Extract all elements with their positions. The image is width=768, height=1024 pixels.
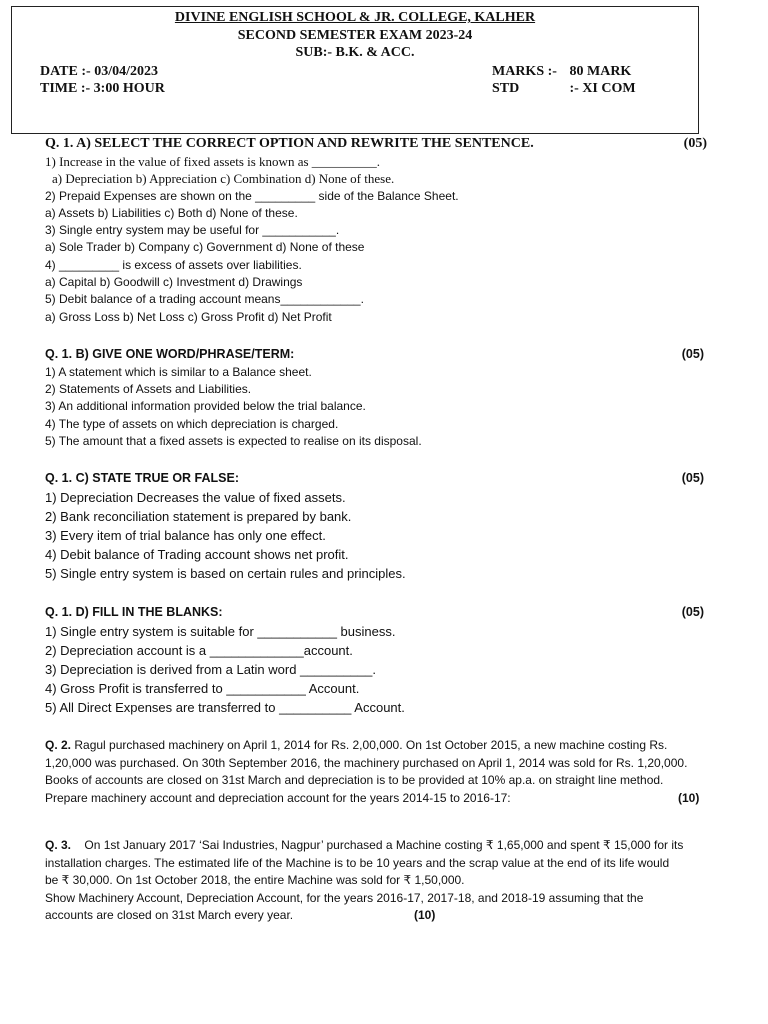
question-number: Q. 3. xyxy=(45,838,72,852)
question-line: installation charges. The estimated life of the Machine is to be 10 years and the scrap value at the end of its life would xyxy=(45,855,670,870)
date-value: 03/04/2023 xyxy=(94,64,158,79)
question-line xyxy=(45,837,725,855)
question-1b xyxy=(45,345,715,450)
question-text: accounts are closed on 31st March every year. xyxy=(45,908,294,923)
date-label: DATE :- xyxy=(40,64,91,79)
question-3 xyxy=(45,837,725,925)
question-1d xyxy=(45,603,715,717)
option-line: a) Gross Loss b) Net Loss c) Gross Profit d) Net Profit xyxy=(45,309,332,324)
question-line: 1) Single entry system is suitable for ___________ business. xyxy=(45,624,396,639)
std-value: :- XI COM xyxy=(569,81,636,96)
school-name: DIVINE ENGLISH SCHOOL & JR. COLLEGE, KALHER xyxy=(174,10,536,25)
marks-value: 80 MARK xyxy=(569,64,632,79)
option-line: a) Depreciation b) Appreciation c) Combination d) None of these. xyxy=(52,171,395,187)
question-marks: (05) xyxy=(681,605,704,619)
exam-date xyxy=(40,63,158,81)
option-line: a) Sole Trader b) Company c) Government d) None of these xyxy=(45,240,365,255)
question-heading xyxy=(45,469,715,488)
question-text: On 1st January 2017 ‘Sai Industries, Nagpur’ purchased a Machine costing ₹ 1,65,000 and spent ₹ 15,000 for its xyxy=(84,838,684,852)
question-line xyxy=(45,737,725,755)
question-line: 5) The amount that a fixed assets is expected to realise on its disposal. xyxy=(45,433,422,448)
question-heading-text: Q. 1. A) SELECT THE CORRECT OPTION AND REWRITE THE SENTENCE. xyxy=(45,136,534,151)
time-label: TIME :- xyxy=(40,81,91,96)
question-marks: (05) xyxy=(681,471,704,485)
question-heading xyxy=(45,603,715,622)
question-line: 1) Depreciation Decreases the value of fixed assets. xyxy=(45,490,346,505)
question-text: Ragul purchased machinery on April 1, 2014 for Rs. 2,00,000. On 1st October 2015, a new machine costing Rs. xyxy=(74,738,668,752)
question-line: 1) A statement which is similar to a Balance sheet. xyxy=(45,365,312,379)
std-label: STD xyxy=(492,81,520,96)
option-line: a) Assets b) Liabilities c) Both d) None of these. xyxy=(45,205,298,220)
marks-label: MARKS :- xyxy=(492,64,557,79)
question-line: 5) Debit balance of a trading account means____________. xyxy=(45,292,364,307)
question-line: Show Machinery Account, Depreciation Account, for the years 2016-17, 2017-18, and 2018-19 assuming that the xyxy=(45,890,644,905)
question-line: 4) Debit balance of Trading account shows net profit. xyxy=(45,547,349,562)
question-line: 2) Prepaid Expenses are shown on the _________ side of the Balance Sheet. xyxy=(45,188,459,203)
exam-time xyxy=(40,80,165,98)
question-line: 4) _________ is excess of assets over liabilities. xyxy=(45,257,302,272)
question-line: 1) Increase in the value of fixed assets is known as __________. xyxy=(45,154,381,169)
question-heading xyxy=(45,134,715,153)
question-line: 4) Gross Profit is transferred to ___________ Account. xyxy=(45,681,360,696)
question-line: 2) Bank reconciliation statement is prepared by bank. xyxy=(45,509,352,524)
question-1a xyxy=(45,134,715,326)
question-line: 3) Depreciation is derived from a Latin word __________. xyxy=(45,662,376,677)
time-value: 3:00 HOUR xyxy=(93,81,165,96)
question-heading-text: Q. 1. D) FILL IN THE BLANKS: xyxy=(45,605,223,619)
question-number: Q. 2. xyxy=(45,738,72,752)
question-line: Books of accounts are closed on 31st March and depreciation is to be provided at 10% ap.a. on straight line method. xyxy=(45,773,664,788)
subject-line: SUB:- B.K. & ACC. xyxy=(295,45,415,60)
question-marks: (05) xyxy=(681,347,704,361)
question-text: Prepare machinery account and depreciation account for the years 2014-15 to 2016-17: xyxy=(45,790,511,805)
question-line: 2) Statements of Assets and Liabilities. xyxy=(45,382,252,397)
question-marks: (10) xyxy=(414,908,436,923)
question-marks: (10) xyxy=(678,790,700,805)
option-line: a) Capital b) Goodwill c) Investment d) Drawings xyxy=(45,275,303,290)
question-line: be ₹ 30,000. On 1st October 2018, the entire Machine was sold for ₹ 1,50,000. xyxy=(45,873,465,888)
exam-header xyxy=(11,6,699,134)
total-marks xyxy=(492,63,631,81)
exam-title: SECOND SEMESTER EXAM 2023-24 xyxy=(237,28,473,43)
question-line: 5) Single entry system is based on certain rules and principles. xyxy=(45,566,406,581)
question-marks: (05) xyxy=(683,136,707,151)
question-line: 1,20,000 was purchased. On 30th September 2016, the machinery purchased on April 1, 2014 was sold for Rs. 1,20,000. xyxy=(45,755,688,770)
question-1c xyxy=(45,469,715,583)
question-heading-text: Q. 1. B) GIVE ONE WORD/PHRASE/TERM: xyxy=(45,347,295,361)
standard xyxy=(492,80,636,98)
question-line: 5) All Direct Expenses are transferred to __________ Account. xyxy=(45,700,405,715)
question-line xyxy=(45,790,725,808)
question-line: 4) The type of assets on which depreciation is charged. xyxy=(45,416,339,431)
question-line: 3) Every item of trial balance has only one effect. xyxy=(45,528,326,543)
question-2 xyxy=(45,737,725,807)
question-line: 3) An additional information provided below the trial balance. xyxy=(45,399,366,414)
question-heading xyxy=(45,345,715,364)
question-line xyxy=(45,907,725,925)
question-heading-text: Q. 1. C) STATE TRUE OR FALSE: xyxy=(45,471,239,485)
question-line: 2) Depreciation account is a _____________account. xyxy=(45,643,353,658)
question-line: 3) Single entry system may be useful for ___________. xyxy=(45,223,340,238)
